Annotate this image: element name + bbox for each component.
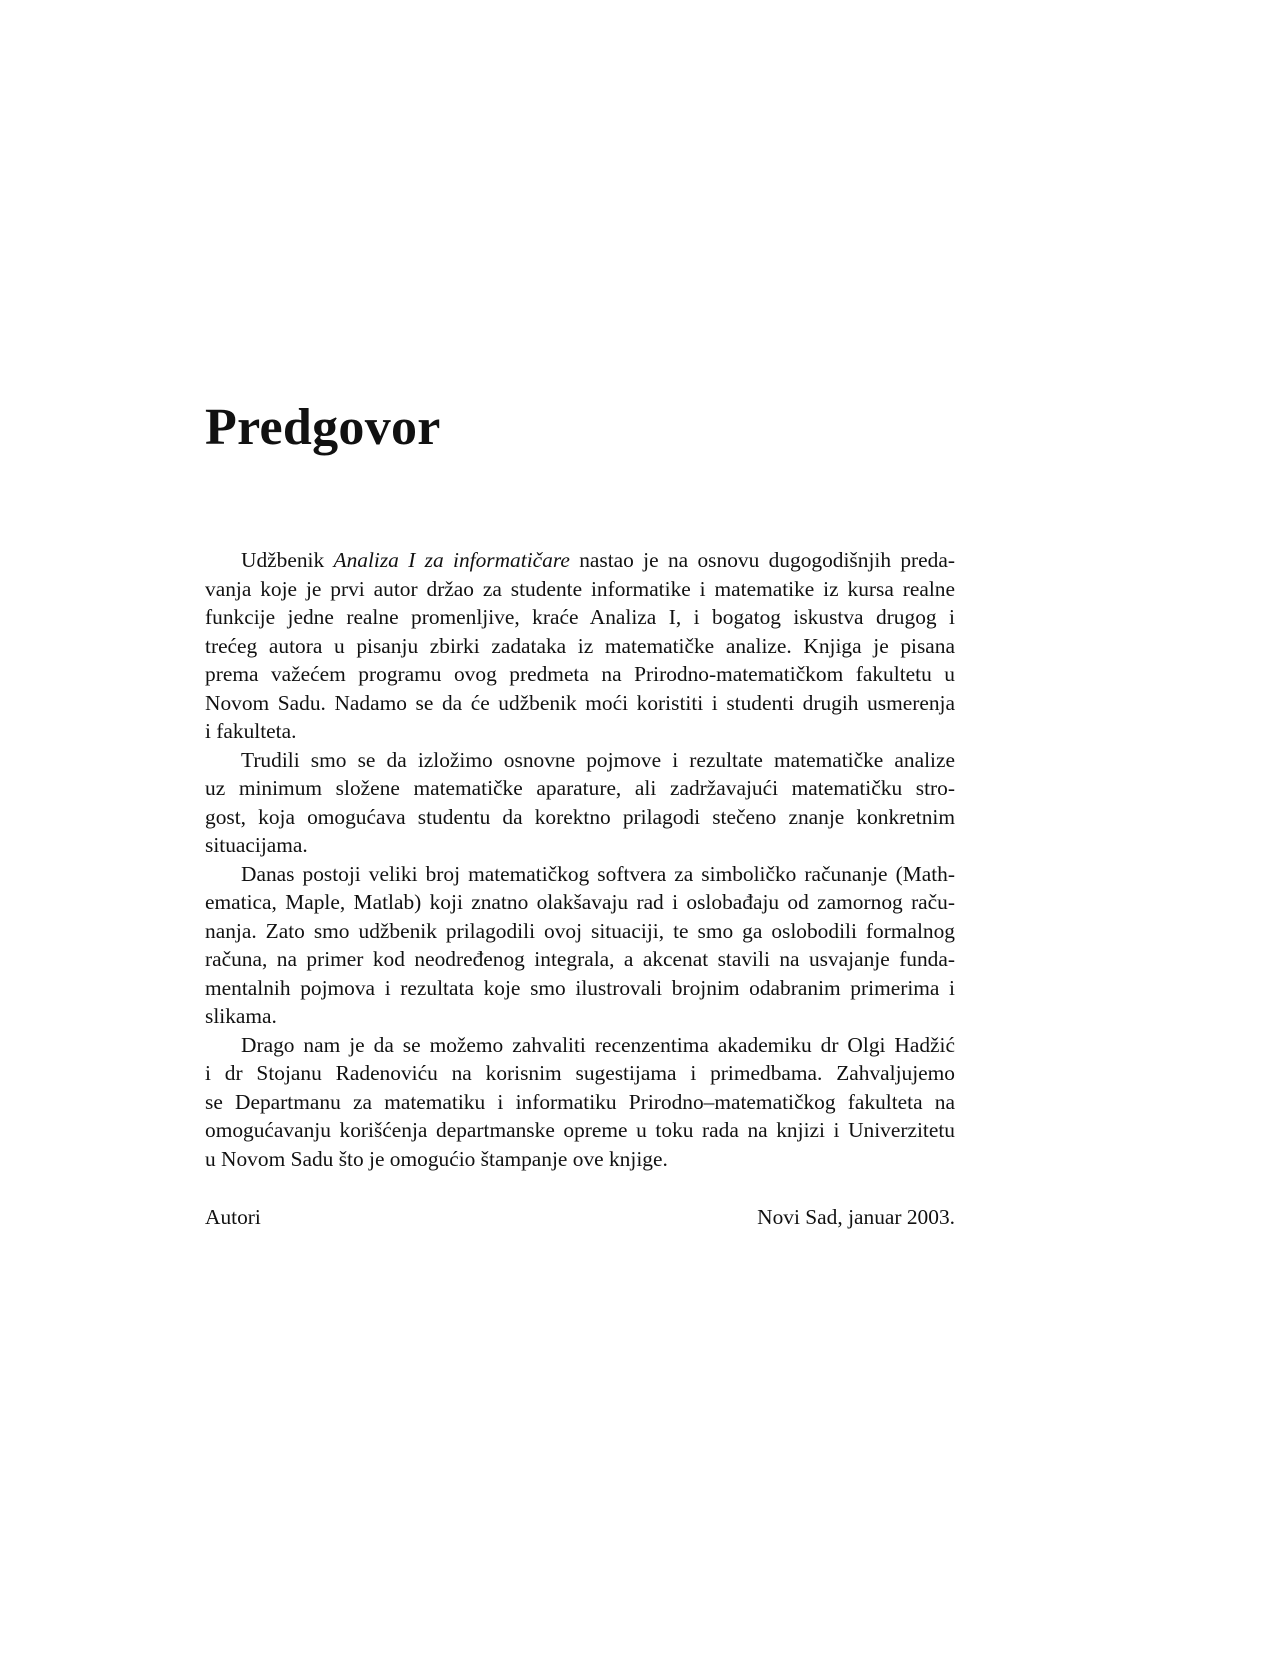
text-line: gost, koja omogućava studentu da korektno prilagodi stečeno znanje konkretnim bbox=[205, 804, 955, 829]
text-line: i dr Stojanu Radenoviću na korisnim sugestijama i primedbama. Zahvaljujemo bbox=[205, 1061, 955, 1085]
text-line: Danas postoji veliki broj matematičkog softvera za simboličko računanje (Math- bbox=[241, 861, 955, 886]
text-line: Drago nam je da se možemo zahvaliti recenzentima akademiku dr Olgi Hadžić bbox=[241, 1032, 955, 1057]
place-date: Novi Sad, januar 2003. bbox=[757, 1205, 955, 1229]
paragraph bbox=[205, 546, 955, 746]
text-fragment: nastao je na osnovu dugogodišnjih preda- bbox=[569, 548, 955, 572]
text-line: trećeg autora u pisanju zbirki zadataka iz matematičke analize. Knjiga je pisana bbox=[205, 633, 955, 658]
text-line: računa, na primer kod neodređenog integrala, a akcenat stavili na usvajanje funda- bbox=[205, 947, 955, 971]
page-title: Predgovor bbox=[205, 399, 441, 456]
text-line: mentalnih pojmova i rezultata koje smo ilustrovali brojnim odabranim primerima i bbox=[205, 975, 955, 1000]
paragraph bbox=[205, 746, 955, 860]
text-line: vanja koje je prvi autor držao za studente informatike i matematike iz kursa realne bbox=[205, 576, 955, 601]
text-line: situacijama. bbox=[205, 833, 308, 857]
text-line: Novom Sadu. Nadamo se da će udžbenik moći koristiti i studenti drugih usmerenja bbox=[205, 690, 955, 715]
text-line: uz minimum složene matematičke aparature, ali zadržavajući matematičku stro- bbox=[205, 776, 955, 800]
text-line: prema važećem programu ovog predmeta na Prirodno-matematičkom fakultetu u bbox=[205, 662, 955, 686]
paragraph bbox=[205, 1031, 955, 1174]
text-line: nanja. Zato smo udžbenik prilagodili ovoj situaciji, te smo ga oslobodili formalnog bbox=[205, 918, 955, 943]
book-title-italic: Analiza I za informatičare bbox=[333, 548, 570, 572]
text-line: u Novom Sadu što je omogućio štampanje ove knjige. bbox=[205, 1146, 668, 1171]
text-line: slikama. bbox=[205, 1004, 277, 1028]
text-line bbox=[205, 546, 955, 575]
paragraph bbox=[205, 860, 955, 1031]
text-line: Trudili smo se da izložimo osnovne pojmove i rezultate matematičke analize bbox=[241, 747, 955, 772]
signature-row bbox=[205, 1203, 955, 1232]
text-line: se Departmanu za matematiku i informatiku Prirodno–matematičkog fakulteta na bbox=[205, 1089, 955, 1114]
text-line: ematica, Maple, Matlab) koji znatno olakšavaju rad i oslobađaju od zamornog raču- bbox=[205, 890, 955, 914]
preface-body bbox=[205, 546, 955, 1173]
text-fragment: Udžbenik bbox=[241, 548, 334, 572]
text-line: omogućavanju korišćenja departmanske opreme u toku rada na knjizi i Univerzitetu bbox=[205, 1118, 955, 1142]
text-line: i fakulteta. bbox=[205, 719, 297, 743]
text-line: funkcije jedne realne promenljive, kraće Analiza I, i bogatog iskustva drugog i bbox=[205, 605, 955, 629]
authors-signature: Autori bbox=[205, 1205, 261, 1229]
